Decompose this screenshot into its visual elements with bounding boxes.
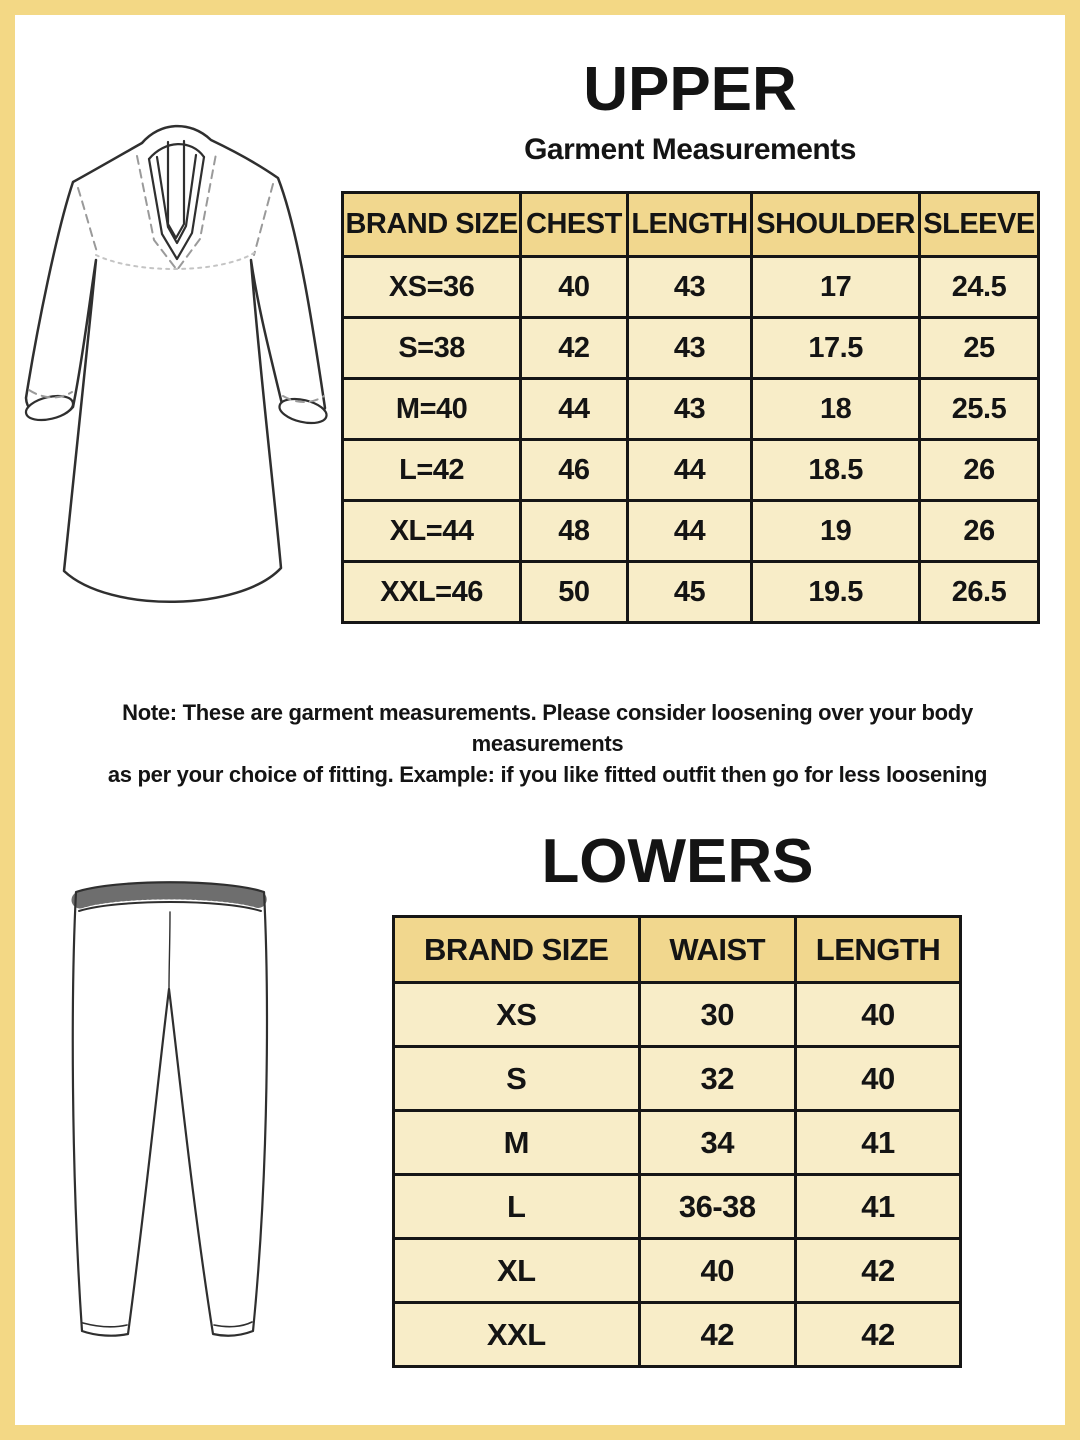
table-cell: 40 <box>639 1239 795 1303</box>
table-row <box>394 1111 961 1175</box>
kurta-illustration <box>15 112 351 668</box>
table-row <box>394 1047 961 1111</box>
table-cell: 42 <box>521 318 627 379</box>
table-cell: 17 <box>752 257 920 318</box>
measurement-note-line-1: Note: These are garment measurements. Please consider loosening over your body measurements <box>122 700 973 756</box>
table-cell: 18.5 <box>752 440 920 501</box>
table-cell: 43 <box>627 379 752 440</box>
table-cell: S <box>394 1047 640 1111</box>
column-header: LENGTH <box>627 193 752 257</box>
table-cell: 32 <box>639 1047 795 1111</box>
table-header-row <box>394 917 961 983</box>
table-cell: 42 <box>795 1239 960 1303</box>
upper-section-header <box>340 55 1040 167</box>
table-cell: L <box>394 1175 640 1239</box>
table-cell: M <box>394 1111 640 1175</box>
table-cell: XS=36 <box>343 257 521 318</box>
table-cell: 41 <box>795 1175 960 1239</box>
table-cell: 26 <box>919 440 1038 501</box>
table-row <box>343 318 1039 379</box>
kurta-outline <box>26 126 325 602</box>
table-row <box>343 257 1039 318</box>
table-row <box>394 983 961 1047</box>
table-row <box>394 1239 961 1303</box>
table-cell: 25.5 <box>919 379 1038 440</box>
table-cell: 45 <box>627 562 752 623</box>
table-cell: M=40 <box>343 379 521 440</box>
column-header: BRAND SIZE <box>394 917 640 983</box>
table-cell: 34 <box>639 1111 795 1175</box>
table-cell: XS <box>394 983 640 1047</box>
table-cell: 19.5 <box>752 562 920 623</box>
table-row <box>343 501 1039 562</box>
table-cell: 44 <box>521 379 627 440</box>
table-cell: 40 <box>795 1047 960 1111</box>
table-cell: XL=44 <box>343 501 521 562</box>
table-cell: 50 <box>521 562 627 623</box>
measurement-note <box>60 697 1035 790</box>
table-row <box>343 440 1039 501</box>
column-header: BRAND SIZE <box>343 193 521 257</box>
table-cell: 26.5 <box>919 562 1038 623</box>
table-cell: 41 <box>795 1111 960 1175</box>
table-cell: 43 <box>627 257 752 318</box>
table-cell: 48 <box>521 501 627 562</box>
upper-size-table <box>341 191 1040 624</box>
table-cell: 40 <box>795 983 960 1047</box>
lowers-size-table <box>392 915 962 1368</box>
measurement-note-line-2: as per your choice of fitting. Example: if you like fitted outfit then go for less loosening <box>107 762 988 787</box>
table-cell: 17.5 <box>752 318 920 379</box>
upper-section-subtitle: Garment Measurements <box>524 133 856 166</box>
table-cell: 26 <box>919 501 1038 562</box>
pants-illustration <box>70 870 270 1342</box>
table-cell: 46 <box>521 440 627 501</box>
table-row <box>343 379 1039 440</box>
table-cell: 19 <box>752 501 920 562</box>
table-cell: L=42 <box>343 440 521 501</box>
column-header: SLEEVE <box>919 193 1038 257</box>
table-cell: 42 <box>795 1303 960 1367</box>
table-row <box>343 562 1039 623</box>
table-row <box>394 1175 961 1239</box>
table-cell: 24.5 <box>919 257 1038 318</box>
table-cell: XXL=46 <box>343 562 521 623</box>
column-header: CHEST <box>521 193 627 257</box>
upper-section-title: UPPER <box>583 55 797 124</box>
table-header-row <box>343 193 1039 257</box>
table-cell: 30 <box>639 983 795 1047</box>
table-cell: 25 <box>919 318 1038 379</box>
column-header: SHOULDER <box>752 193 920 257</box>
column-header: LENGTH <box>795 917 960 983</box>
lowers-section-title: LOWERS <box>541 827 814 896</box>
table-cell: XXL <box>394 1303 640 1367</box>
table-cell: 44 <box>627 501 752 562</box>
column-header: WAIST <box>639 917 795 983</box>
table-cell: 44 <box>627 440 752 501</box>
table-cell: 43 <box>627 318 752 379</box>
table-cell: 36-38 <box>639 1175 795 1239</box>
table-row <box>394 1303 961 1367</box>
table-cell: 42 <box>639 1303 795 1367</box>
table-cell: 40 <box>521 257 627 318</box>
table-cell: S=38 <box>343 318 521 379</box>
table-cell: 18 <box>752 379 920 440</box>
table-cell: XL <box>394 1239 640 1303</box>
